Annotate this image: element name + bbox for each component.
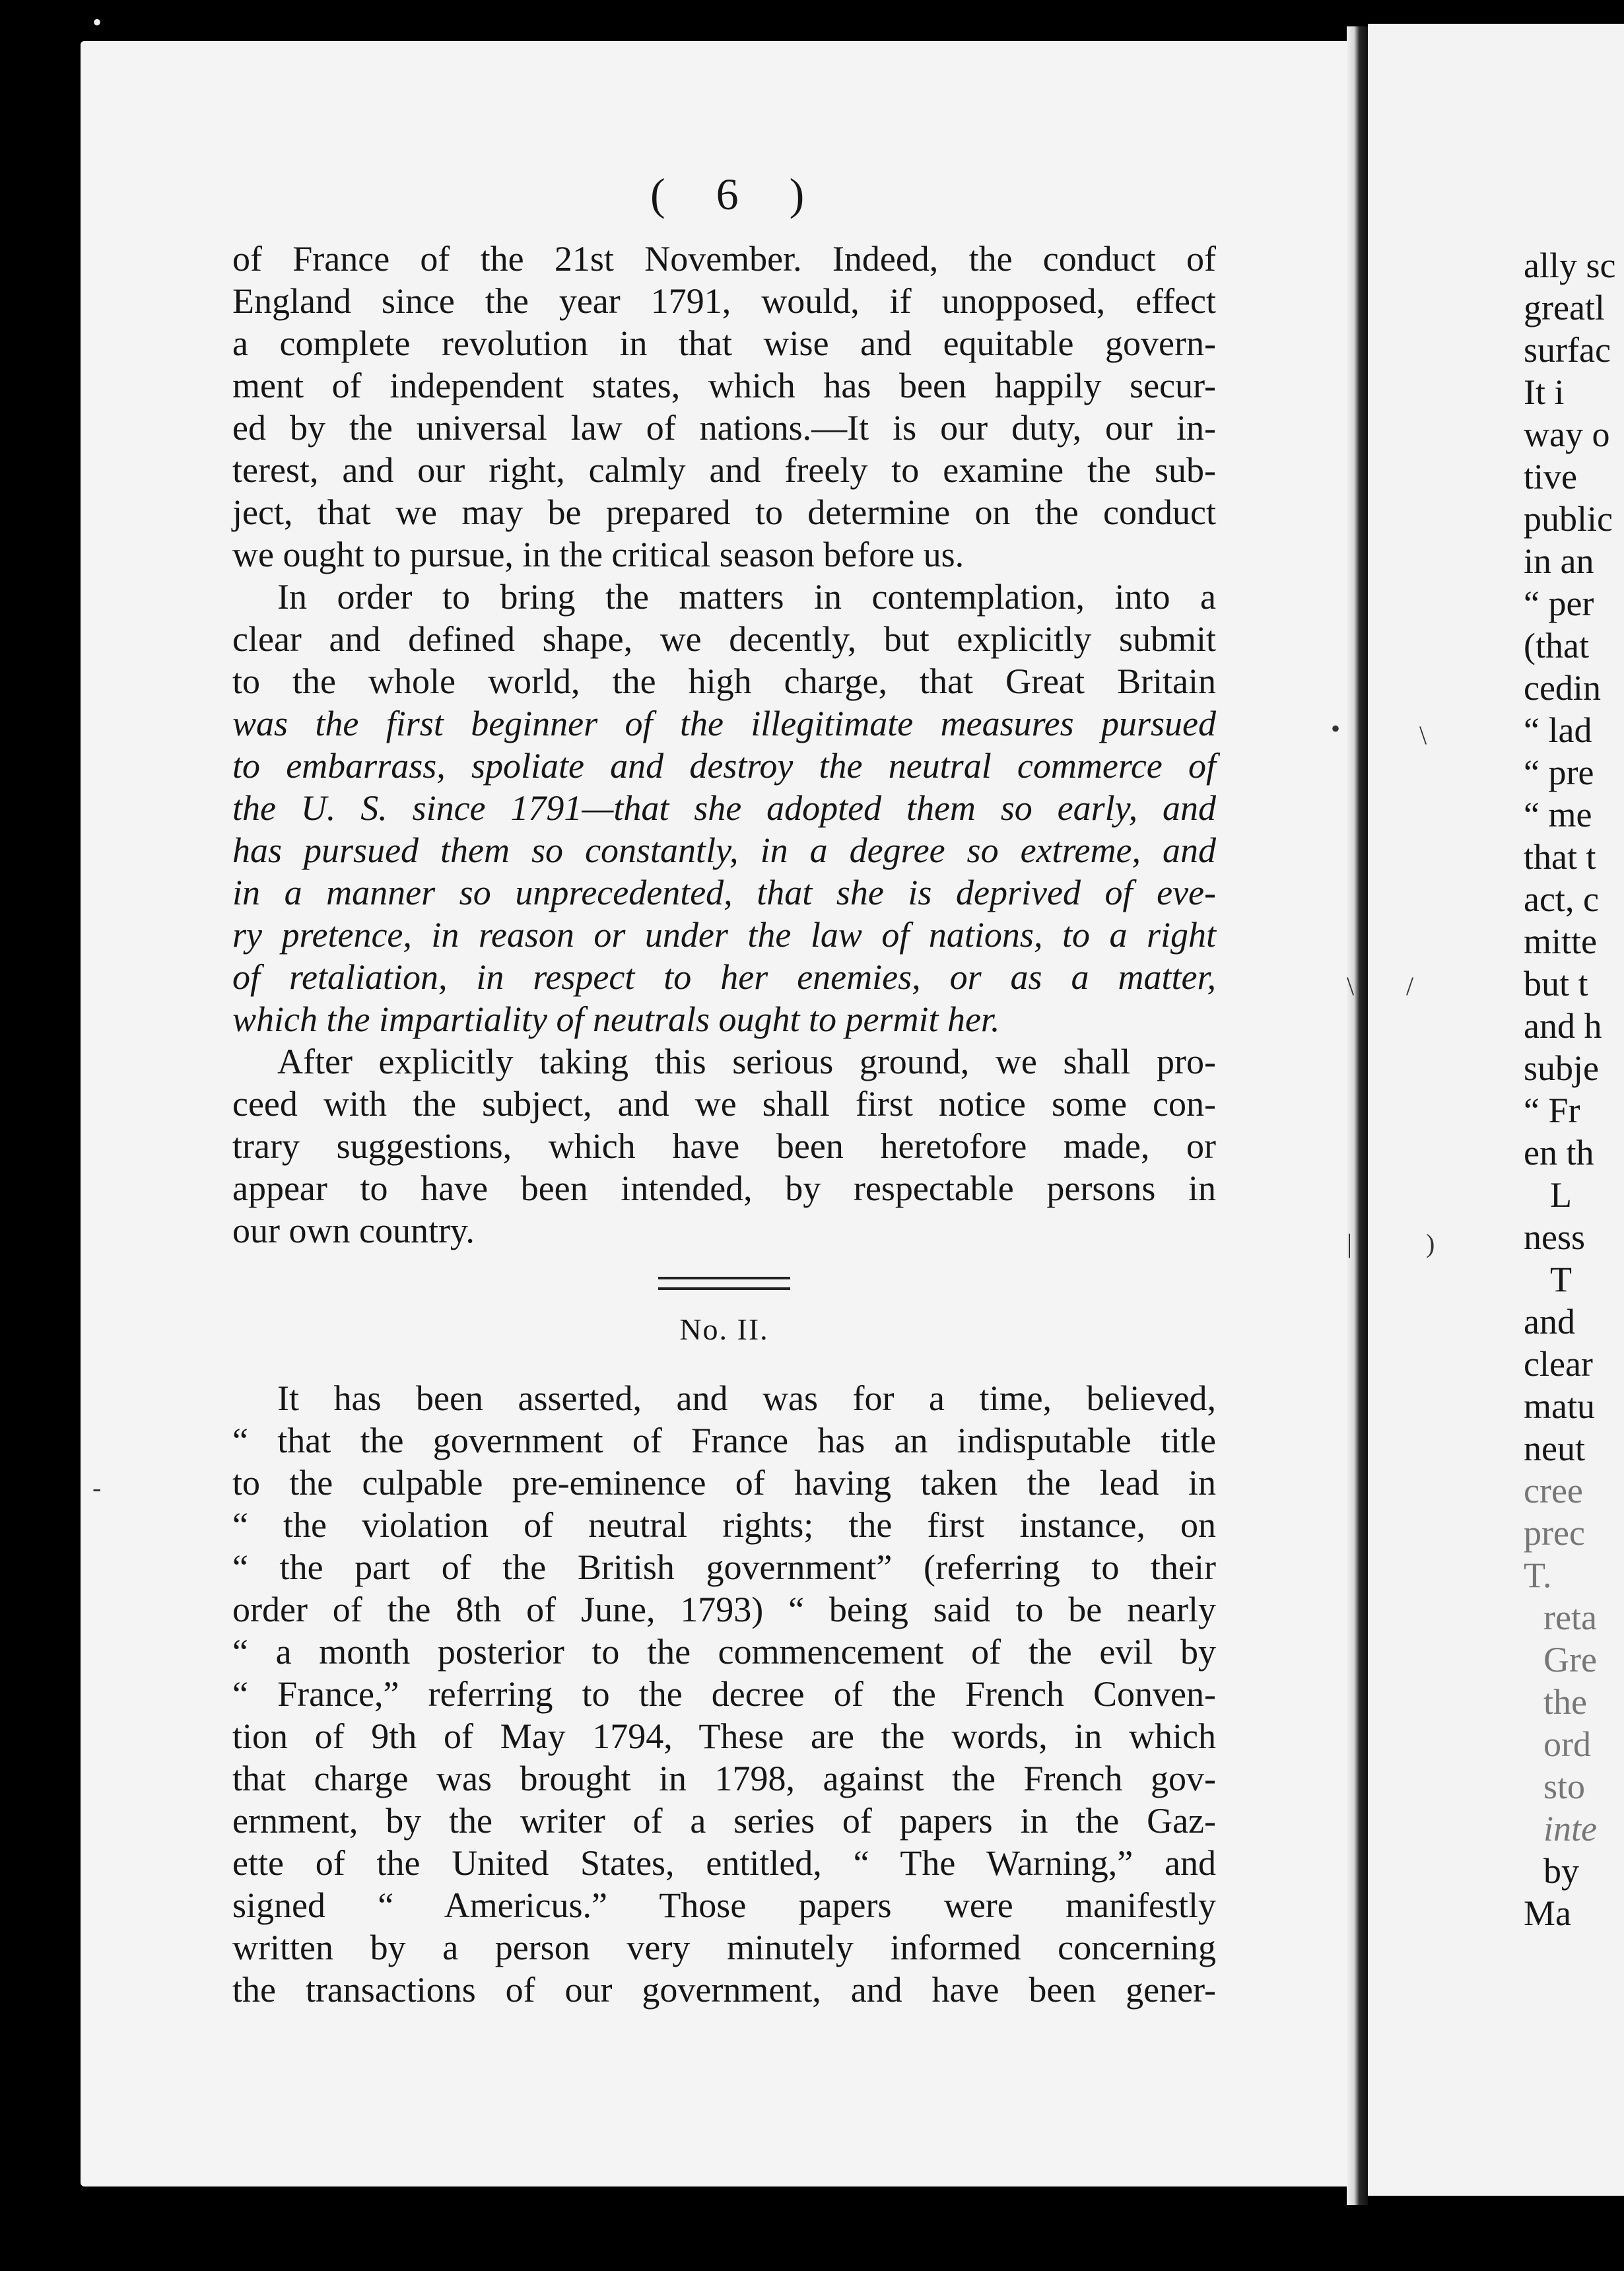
fragment-line: clear [1524, 1344, 1593, 1384]
text-line: It has been asserted, and was for a time, believed, [277, 1378, 1216, 1418]
fragment-line: “ pre [1524, 753, 1594, 792]
fragment-line: en th [1524, 1133, 1594, 1172]
fragment-line: ally sc [1524, 246, 1616, 285]
fragment-line: sto [1543, 1767, 1586, 1806]
book-gutter [1347, 26, 1368, 2205]
ink-mark: / [1406, 971, 1414, 1001]
fragment-line: public [1524, 499, 1613, 539]
fragment-line: “ Fr [1524, 1091, 1580, 1130]
text-line: to the culpable pre-eminence of having taken the lead in [232, 1463, 1216, 1503]
fragment-line: Gre [1543, 1640, 1597, 1679]
ink-mark: \ [1419, 720, 1427, 750]
text-line: clear and defined shape, we decently, but explicitly submit [232, 619, 1216, 659]
text-line: appear to have been intended, by respectable persons in [232, 1169, 1216, 1208]
text-line: our own country. [232, 1211, 475, 1250]
fragment-line: and [1524, 1302, 1575, 1341]
text-line: which the impartiality of neutrals ought to permit her. [232, 1000, 1000, 1039]
text-line: in a manner so unprecedented, that she is deprived of eve- [232, 873, 1216, 912]
ink-mark: ) [1426, 1229, 1435, 1258]
text-line: ette of the United States, entitled, “ The Warning,” and [232, 1843, 1216, 1883]
text-line: ed by the universal law of nations.—It is our duty, our in- [232, 408, 1216, 448]
fragment-line: mitte [1524, 922, 1597, 961]
text-line: has pursued them so constantly, in a degree so extreme, and [232, 830, 1216, 870]
fragment-line: (that [1524, 626, 1589, 665]
ink-mark: \ [1347, 971, 1355, 1001]
text-line: to the whole world, the high charge, that Great Britain [232, 661, 1216, 701]
text-line: tion of 9th of May 1794, These are the words, in which [232, 1716, 1216, 1756]
fragment-line: “ per [1524, 584, 1594, 623]
fragment-line: inte [1543, 1809, 1597, 1848]
text-line: a complete revolution in that wise and equitable govern- [232, 323, 1216, 363]
text-line: “ that the government of France has an indisputable title [232, 1421, 1216, 1460]
text-line: ceed with the subject, and we shall first notice some con- [232, 1084, 1216, 1124]
fragment-line: ord [1543, 1724, 1591, 1764]
text-line: ernment, by the writer of a series of papers in the Gaz- [232, 1801, 1216, 1841]
text-line: “ the part of the British government” (referring to their [232, 1547, 1216, 1587]
text-line: of France of the 21st November. Indeed, the conduct of [232, 239, 1216, 279]
fragment-line: neut [1524, 1429, 1585, 1468]
text-line: to embarrass, spoliate and destroy the neutral commerce of [232, 746, 1216, 786]
text-line: England since the year 1791, would, if unopposed, effect [232, 281, 1216, 321]
text-line: ment of independent states, which has been happily secur- [232, 366, 1216, 405]
text-line: After explicitly taking this serious ground, we shall pro- [277, 1042, 1216, 1081]
fragment-line: the [1543, 1682, 1587, 1722]
section-divider [658, 1277, 790, 1290]
text-line: written by a person very minutely informed concerning [232, 1928, 1216, 1967]
text-line: In order to bring the matters in contemplation, into a [277, 577, 1216, 617]
text-line: we ought to pursue, in the critical season before us. [232, 535, 964, 574]
ink-mark: | [1347, 1229, 1353, 1258]
ink-mark: • [92, 7, 102, 37]
text-line: that charge was brought in 1798, against the French gov- [232, 1759, 1216, 1798]
fragment-line: “ lad [1524, 710, 1592, 750]
text-line: “ France,” referring to the decree of the French Conven- [232, 1674, 1216, 1714]
fragment-line: greatl [1524, 288, 1605, 327]
fragment-line: T [1550, 1260, 1572, 1299]
text-line: of retaliation, in respect to her enemies, or as a matter, [232, 957, 1216, 997]
text-line: the transactions of our government, and have been gener- [232, 1970, 1216, 2010]
fragment-line: matu [1524, 1386, 1595, 1426]
text-line: signed “ Americus.” Those papers were manifestly [232, 1885, 1216, 1925]
fragment-line: “ me [1524, 795, 1592, 834]
fragment-line: L [1550, 1175, 1572, 1215]
fragment-line: and h [1524, 1006, 1602, 1046]
fragment-line: ness [1524, 1217, 1585, 1257]
fragment-line: that t [1524, 837, 1596, 877]
text-block [232, 238, 1216, 2011]
fragment-line: in an [1524, 541, 1594, 581]
fragment-line: tive [1524, 457, 1577, 496]
text-line: ject, that we may be prepared to determine on the conduct [232, 492, 1216, 532]
fragment-line: by [1543, 1851, 1579, 1891]
fragment-line: reta [1543, 1598, 1597, 1637]
fragment-line: prec [1524, 1513, 1585, 1553]
text-line: trary suggestions, which have been heretofore made, or [232, 1126, 1216, 1166]
ink-mark: • [1331, 714, 1341, 743]
fragment-line: but t [1524, 964, 1588, 1003]
text-line: ry pretence, in reason or under the law of nations, to a right [232, 915, 1216, 955]
text-line: “ a month posterior to the commencement of the evil by [232, 1632, 1216, 1672]
text-line: the U. S. since 1791—that she adopted them so early, and [232, 788, 1216, 828]
text-line: “ the violation of neutral rights; the first instance, on [232, 1505, 1216, 1545]
fragment-line: Ma [1524, 1893, 1571, 1933]
fragment-line: surfac [1524, 330, 1611, 370]
right-page-text-fragments [1524, 244, 1624, 1934]
fragment-line: cedin [1524, 668, 1601, 708]
text-line: was the first beginner of the illegitimate measures pursued [232, 704, 1216, 743]
text-line: order of the 8th of June, 1793) “ being said to be nearly [232, 1590, 1216, 1629]
ink-mark: - [92, 1473, 102, 1503]
fragment-line: act, c [1524, 879, 1599, 919]
fragment-line: cree [1524, 1471, 1583, 1510]
fragment-line: T. [1524, 1555, 1552, 1595]
fragment-line: way o [1524, 415, 1610, 454]
fragment-line: subje [1524, 1048, 1599, 1088]
section-heading: No. II. [679, 1312, 769, 1346]
text-line: terest, and our right, calmly and freely to examine the sub- [232, 450, 1216, 490]
fragment-line: It i [1524, 372, 1565, 412]
page-header: ( 6 ) [650, 169, 825, 219]
